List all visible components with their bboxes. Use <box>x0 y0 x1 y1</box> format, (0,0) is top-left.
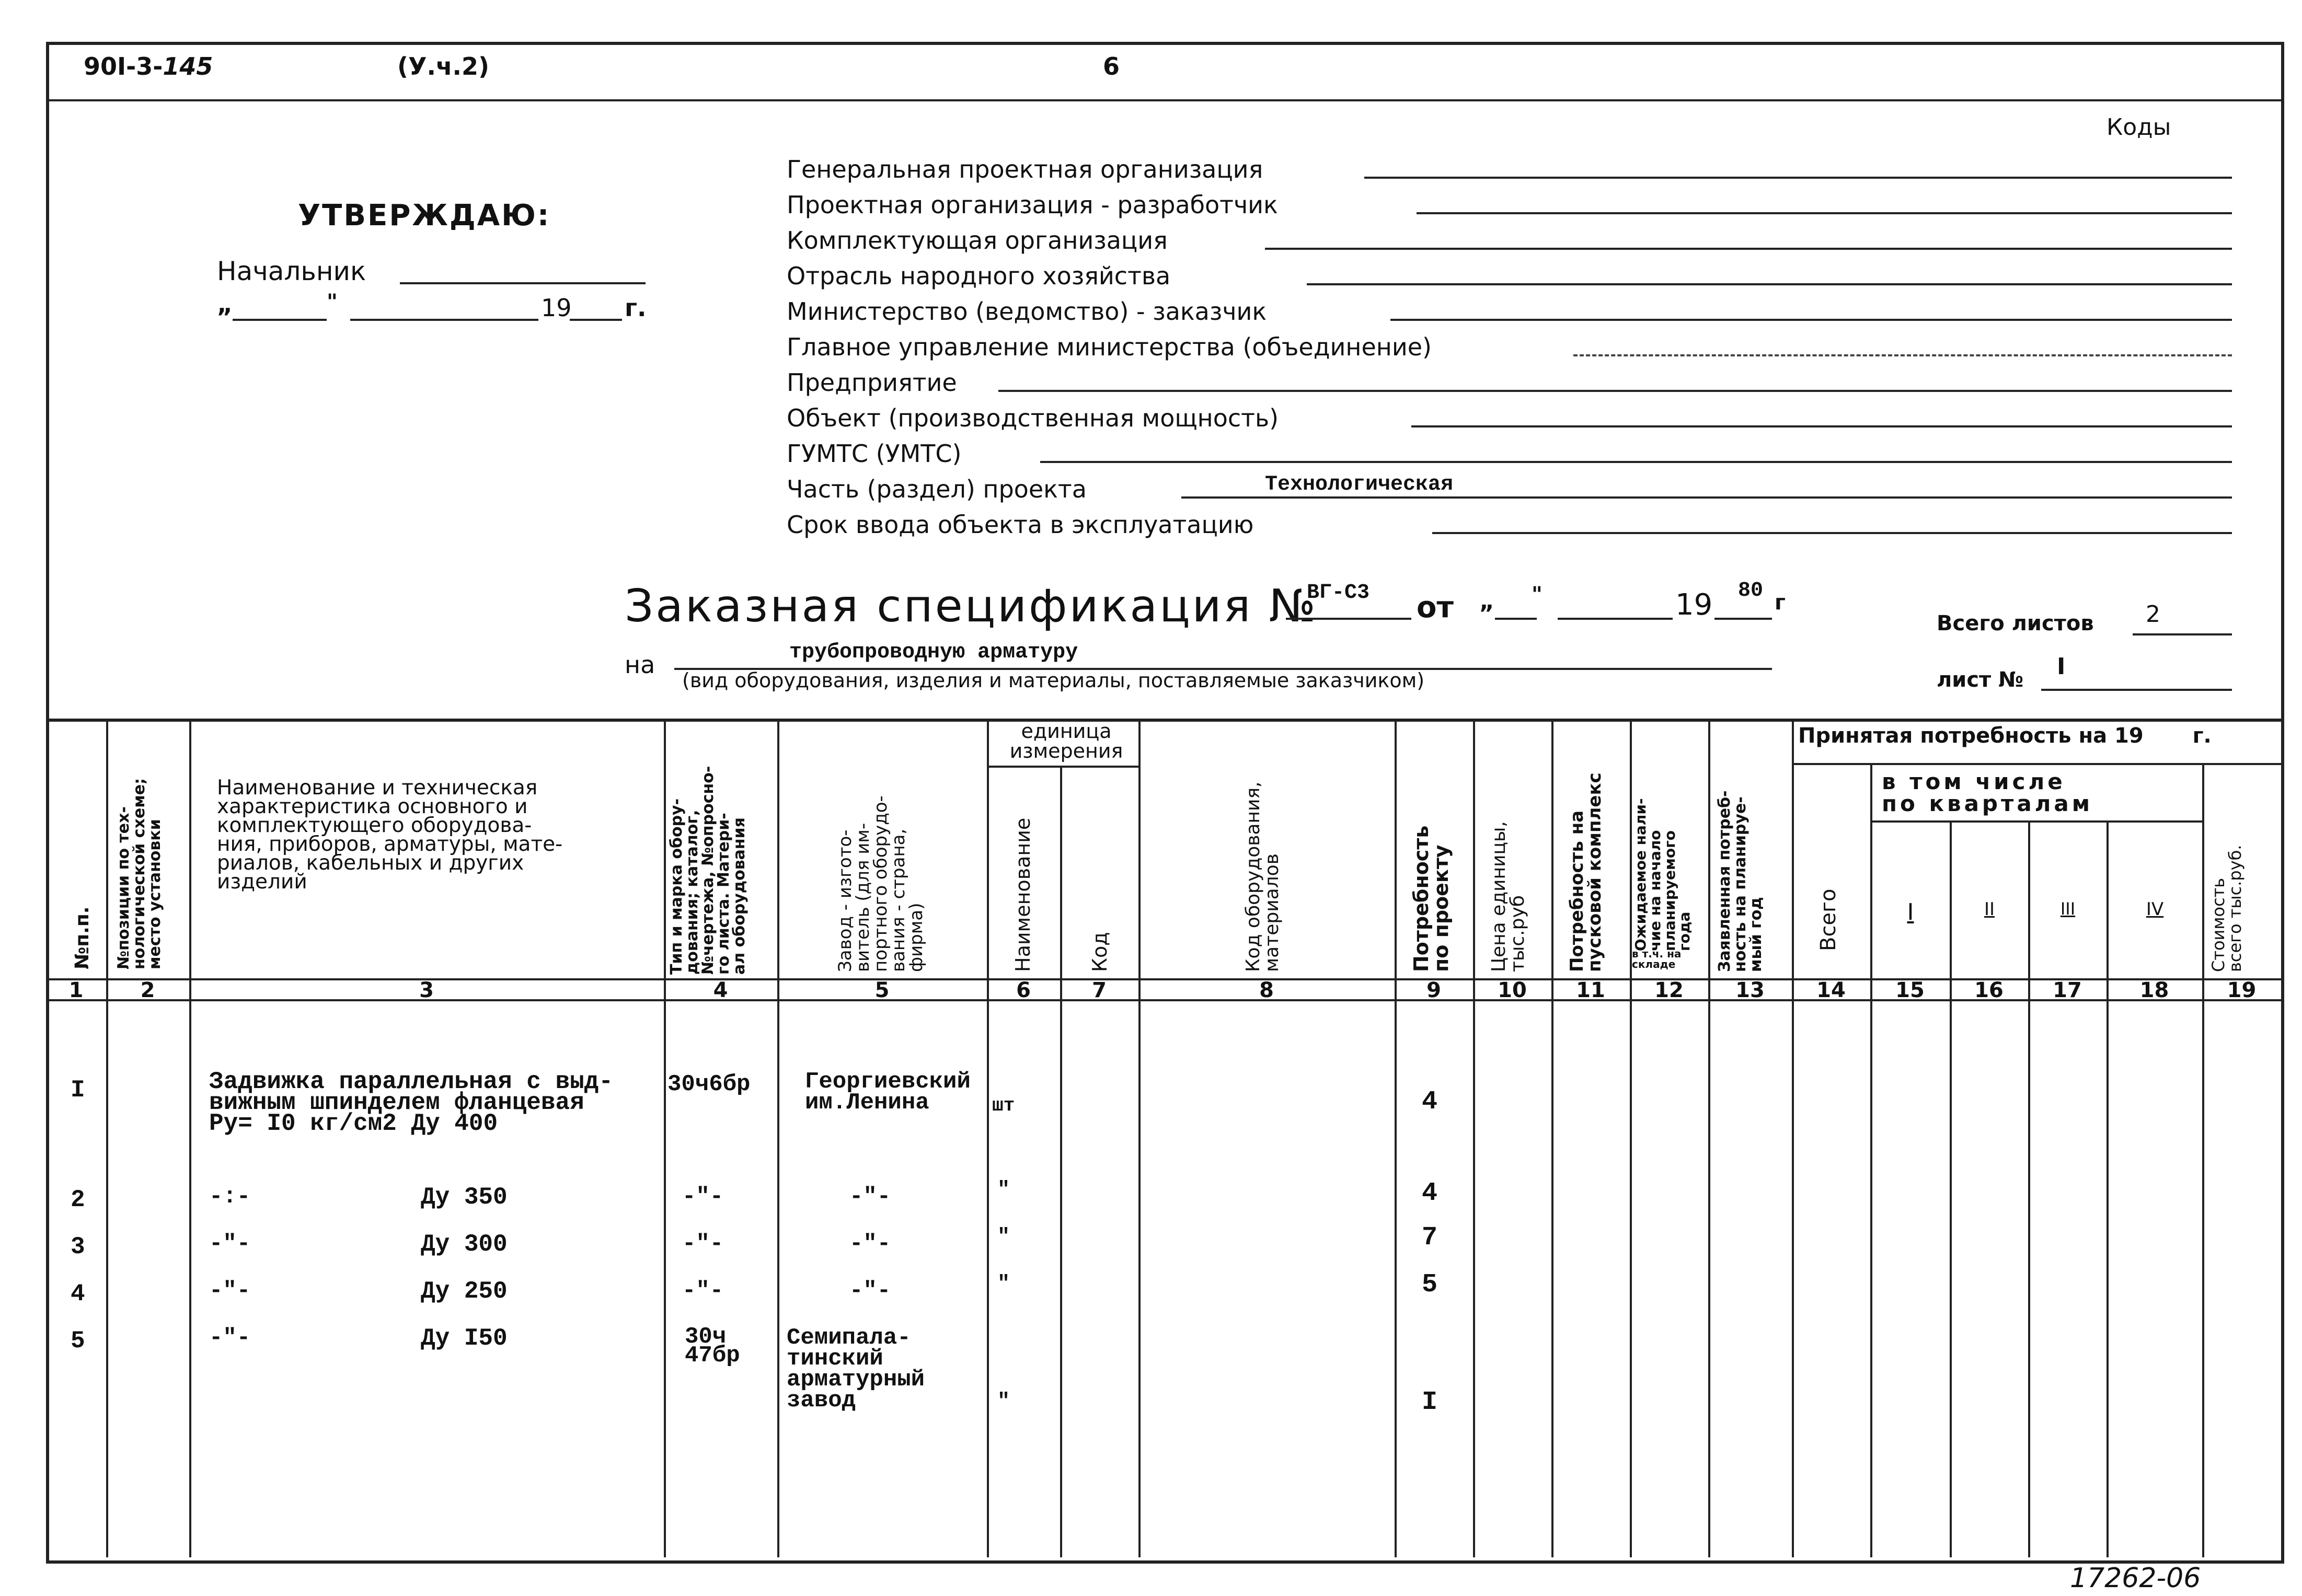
col-line <box>106 719 108 1557</box>
total-sheets-label: Всего листов <box>1937 611 2094 635</box>
row-unit: шт <box>992 1095 1015 1116</box>
date-month-line <box>350 319 538 321</box>
col-number: 12 <box>1654 978 1684 1002</box>
row-qty: 4 <box>1422 1178 1438 1208</box>
row-type: 30ч 47бр <box>685 1324 740 1369</box>
header-col-14: Всего <box>1816 888 1840 951</box>
org-line-commissioning <box>1432 532 2232 534</box>
row-number: 4 <box>71 1280 85 1308</box>
header-quarters: в том числе по кварталам <box>1882 769 2093 816</box>
col-number: 18 <box>2139 978 2169 1002</box>
org-line-directorate <box>1573 354 2232 356</box>
spec-subject-caption: (вид оборудования, изделия и материалы, поставляемые заказчиком) <box>682 669 1425 692</box>
col-number: 6 <box>1016 978 1031 1002</box>
doc-part: (У.ч.2) <box>397 52 490 80</box>
date-quote-close: " <box>327 290 338 314</box>
header-accepted-suffix: г. <box>2192 724 2212 748</box>
col-number: 1 <box>68 978 84 1002</box>
spec-year: 80 <box>1738 579 1764 603</box>
col-number: 15 <box>1895 978 1925 1002</box>
col-line <box>1708 719 1710 1557</box>
page-number: 6 <box>1103 52 1120 80</box>
header-col-8: Код оборудования, материалов <box>1242 781 1283 972</box>
row-name-dn: Ду 350 <box>421 1184 508 1211</box>
org-line-object <box>1411 425 2232 427</box>
date-year-line <box>570 319 622 321</box>
approve-chief: Начальник <box>217 256 366 286</box>
col-number: 3 <box>419 978 434 1002</box>
col-line <box>2202 763 2204 1557</box>
spec-on: на <box>625 651 655 679</box>
col-line <box>987 719 989 1557</box>
spec-day-line <box>1495 618 1537 620</box>
row-qty: 5 <box>1422 1270 1438 1300</box>
org-field-label: Объект (производственная мощность) <box>787 404 1279 432</box>
chief-signature-line <box>400 282 646 284</box>
row-maker: -"- <box>849 1231 891 1257</box>
row-number: I <box>71 1077 85 1104</box>
col-number: 8 <box>1259 978 1274 1002</box>
org-line-project-part <box>1181 496 2232 499</box>
spec-year-line <box>1714 618 1772 620</box>
col-number: 11 <box>1576 978 1605 1002</box>
row-qty: I <box>1422 1387 1438 1417</box>
org-field-label: Срок ввода объекта в эксплуатацию <box>787 511 1254 539</box>
col-number: 5 <box>874 978 890 1002</box>
sheet-value: I <box>2057 653 2066 680</box>
sheet-line <box>2041 689 2232 691</box>
row-unit: " <box>997 1178 1010 1202</box>
org-field-label: Министерство (ведомство) - заказчик <box>787 297 1267 326</box>
col-line <box>1060 766 1062 1557</box>
col-line <box>664 719 666 1557</box>
doc-code-hand: 145 <box>163 52 213 80</box>
total-sheets-value: 2 <box>2146 601 2160 628</box>
col-line <box>1138 719 1141 1557</box>
project-part-value: Технологическая <box>1265 473 1454 496</box>
col-number: 10 <box>1498 978 1527 1002</box>
org-field-label: Генеральная проектная организация <box>787 155 1263 183</box>
codes-label: Коды <box>2107 114 2171 141</box>
row-name-ditto: -"- <box>209 1325 251 1351</box>
header-col-12: Ожидаемое нали- чие на начало планируемого года <box>1632 798 1693 951</box>
row-name: Задвижка параллельная с выд- вижным шпинделем фланцевая Ру= I0 кг/см2 Ду 400 <box>209 1068 613 1137</box>
org-line-developer <box>1417 212 2232 214</box>
org-line-supplier <box>1265 248 2232 250</box>
org-field-label: Отрасль народного хозяйства <box>787 262 1171 290</box>
header-col-11: Потребность на пусковой комплекс <box>1567 772 1605 972</box>
org-field-label: Комплектующая организация <box>787 226 1168 255</box>
spec-subject: трубопроводную арматуру <box>789 641 1078 664</box>
col-line <box>1551 719 1553 1557</box>
org-line-sector <box>1307 283 2232 285</box>
spec-year-suffix: г <box>1775 591 1786 615</box>
org-line-enterprise <box>998 390 2232 392</box>
row-name-dn: Ду I50 <box>421 1325 508 1352</box>
col-number: 19 <box>2227 978 2257 1002</box>
row-qty: 7 <box>1422 1223 1438 1253</box>
col-line <box>1792 719 1794 1557</box>
header-accepted <box>1798 724 2212 748</box>
doc-code <box>84 52 213 80</box>
row-name-dn: Ду 250 <box>421 1278 508 1305</box>
spec-year-prefix: 19 <box>1675 588 1713 622</box>
spec-title: Заказная спецификация № <box>625 580 1318 632</box>
org-line-gumts <box>1040 461 2232 463</box>
row-number: 2 <box>71 1186 85 1213</box>
header-q1: I <box>1907 899 1914 926</box>
org-line-general <box>1364 177 2232 179</box>
unit-group-rule <box>988 766 1140 768</box>
row-unit: " <box>997 1390 1010 1414</box>
approve-title: УТВЕРЖДАЮ: <box>298 199 551 233</box>
header-col-1: №п.п. <box>72 906 93 969</box>
col-line <box>2028 820 2030 1557</box>
row-maker: -"- <box>849 1184 891 1210</box>
col-number: 7 <box>1092 978 1107 1002</box>
row-type: -"- <box>682 1184 724 1210</box>
org-field-label: ГУМТС (УМТС) <box>787 440 962 468</box>
row-type: -"- <box>682 1231 724 1257</box>
row-maker: Георгиевский им.Ленина <box>805 1069 971 1116</box>
row-name-dn: Ду 300 <box>421 1231 508 1258</box>
table-top-border <box>46 719 2281 722</box>
org-field-label: Главное управление министерства (объединение) <box>787 333 1432 361</box>
spec-quote-open: „ <box>1479 588 1494 615</box>
header-q4: IV <box>2146 899 2164 920</box>
col-number: 14 <box>1816 978 1846 1002</box>
date-year-prefix: 19 <box>541 294 572 322</box>
col-line <box>1950 820 1952 1557</box>
row-name-ditto: -"- <box>209 1231 251 1257</box>
accepted-group-rule <box>1793 763 2281 765</box>
spec-number: ВГ-С3 <box>1307 581 1370 605</box>
doc-code-text: 90I-3- <box>84 52 163 80</box>
quarters-group-rule <box>1871 820 2203 823</box>
spec-quote-close: " <box>1532 583 1543 607</box>
col-line <box>2107 820 2109 1557</box>
row-number: 3 <box>71 1233 85 1260</box>
row-unit: " <box>997 1273 1010 1296</box>
header-col-4: Тип и марка обору- дования; каталог, №чертежа, №опросно- го листа. Матери- ал оборудования <box>667 766 749 975</box>
spec-number-line <box>1286 618 1411 620</box>
date-quote-open: „ <box>217 290 233 318</box>
header-col-12b: в т.ч. на складе <box>1632 947 1682 970</box>
date-day-line <box>233 319 327 321</box>
org-field-label: Проектная организация - разработчик <box>787 191 1278 219</box>
row-name-ditto: -:- <box>209 1184 251 1210</box>
header-col-7: Код <box>1088 932 1111 972</box>
col-number: 17 <box>2053 978 2082 1002</box>
header-q3: III <box>2060 899 2076 919</box>
header-col-5: Завод - изгото- витель (для им- портного оборудо- вания - страна, фирма) <box>835 795 927 972</box>
sheet-label: лист № <box>1937 668 2024 692</box>
spec-from: от <box>1417 591 1454 624</box>
row-unit: " <box>997 1225 1010 1249</box>
col-number: 9 <box>1426 978 1441 1002</box>
row-number: 5 <box>71 1327 85 1355</box>
row-maker: Семипала- тинский арматурный завод <box>787 1325 925 1414</box>
header-accepted-text: Принятая потребность на 19 <box>1798 724 2144 748</box>
col-number: 2 <box>140 978 155 1002</box>
col-line <box>1473 719 1475 1557</box>
row-type: -"- <box>682 1278 724 1304</box>
col-line <box>1395 719 1397 1557</box>
col-line <box>1870 763 1872 1557</box>
header-divider <box>46 99 2281 101</box>
col-number: 16 <box>1974 978 2004 1002</box>
header-unit: единица измерения <box>1009 720 1123 762</box>
org-line-ministry <box>1390 319 2232 321</box>
row-type: 30ч6бр <box>667 1071 751 1097</box>
col-number: 13 <box>1735 978 1765 1002</box>
row-maker: -"- <box>849 1278 891 1304</box>
spec-month-line <box>1558 618 1673 620</box>
col-line <box>189 719 191 1557</box>
org-field-label: Предприятие <box>787 368 957 397</box>
header-col-10: Цена единицы, тыс.руб <box>1488 821 1528 972</box>
row-name-ditto: -"- <box>209 1278 251 1304</box>
org-field-label: Часть (раздел) проекта <box>787 475 1087 503</box>
header-col-13: Заявленная потреб- ность на планируе- мый год <box>1716 790 1765 972</box>
row-qty: 4 <box>1422 1087 1438 1117</box>
date-year-suffix: г. <box>625 294 647 322</box>
col-number: 4 <box>713 978 728 1002</box>
header-col-19: Стоимость всего тыс.руб. <box>2208 845 2245 972</box>
total-sheets-line <box>2133 633 2232 635</box>
header-col-9: Потребность по проекту <box>1410 825 1453 972</box>
col-line <box>777 719 779 1557</box>
header-col-6: Наименование <box>1011 817 1034 972</box>
header-q2: II <box>1984 899 1995 920</box>
header-col-2: №позиции по тех- нологической схеме; место установки <box>114 778 164 969</box>
header-col-3: Наименование и техническая характеристика основного и комплектующего оборудова- ния, приборов, арматуры, мате- риалов, кабельных и других изделий <box>217 776 563 894</box>
footer-code: 17262-06 <box>2070 1563 2201 1594</box>
